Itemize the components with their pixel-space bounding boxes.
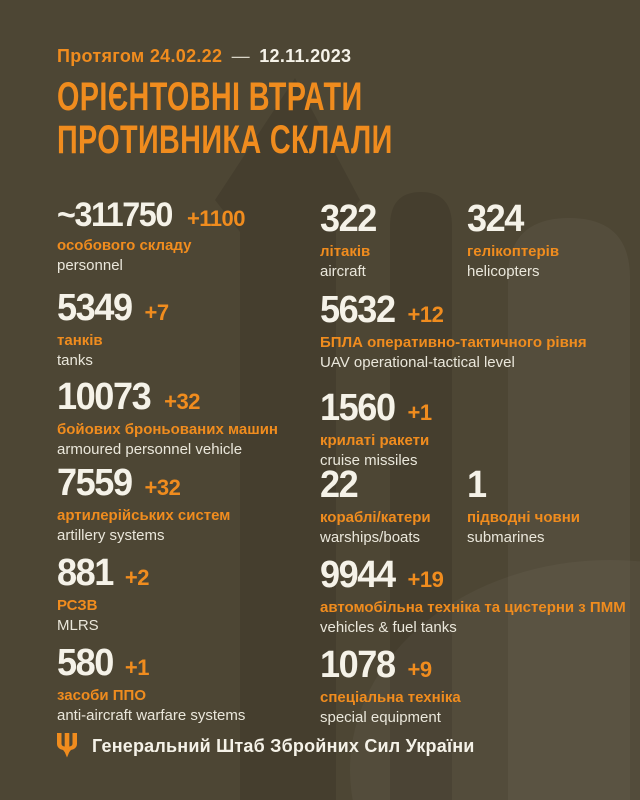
- stat-label-uk: танків: [57, 332, 103, 349]
- stat-label-uk: крилаті ракети: [320, 432, 430, 449]
- stat-delta: +1: [407, 400, 432, 425]
- stat-value: ~311750: [57, 196, 172, 234]
- stat-personnel: [57, 198, 245, 276]
- stat-label-uk: БПЛА оперативно-тактичного рівня: [320, 334, 587, 351]
- stat-delta: +9: [407, 657, 432, 682]
- stat-value: 324: [467, 198, 523, 240]
- stat-label-uk: РСЗВ: [57, 597, 98, 614]
- stat-label-uk: автомобільна техніка та цистерни з ПММ: [320, 599, 626, 616]
- stat-label-uk: особового складу: [57, 237, 192, 254]
- stat-label-uk: бойових броньованих машин: [57, 421, 278, 438]
- stat-value: 322: [320, 198, 376, 240]
- stat-label-uk: літаків: [320, 243, 371, 260]
- stat-label-en: armoured personnel vehicle: [57, 440, 243, 458]
- stat-uav: [320, 291, 587, 373]
- stat-value: 10073: [57, 376, 151, 418]
- stat-label-en: artillery systems: [57, 526, 165, 544]
- organization-name: Генеральний Штаб Збройних Сил України: [92, 736, 475, 756]
- stat-value: 5349: [57, 287, 132, 329]
- stat-delta: +12: [407, 302, 444, 327]
- period-dash: —: [231, 46, 250, 66]
- stat-mlrs: [57, 554, 149, 636]
- stat-anti-aircraft: [57, 644, 245, 726]
- stat-warships: [320, 466, 431, 548]
- stat-cruise-missiles: [320, 389, 432, 471]
- stat-value: 881: [57, 552, 113, 594]
- stat-delta: +32: [164, 389, 200, 414]
- stat-label-uk: гелікоптерів: [467, 243, 560, 260]
- title-line-1: ОРІЄНТОВНІ ВТРАТИ: [57, 75, 363, 119]
- stat-label-uk: кораблі/катери: [320, 509, 431, 526]
- stat-value: 1078: [320, 644, 395, 686]
- stat-label-uk: засоби ППО: [57, 687, 146, 704]
- title-line-2: ПРОТИВНИКА СКЛАЛИ: [57, 117, 393, 162]
- stat-value: 9944: [320, 554, 395, 596]
- stat-label-en: MLRS: [57, 616, 99, 634]
- stat-label-en: UAV operational-tactical level: [320, 353, 515, 371]
- stat-label-en: cruise missiles: [320, 451, 418, 469]
- stat-delta: +7: [144, 300, 169, 325]
- period-prefix: Протягом 24.02.22: [57, 46, 223, 66]
- stat-label-en: tanks: [57, 351, 93, 369]
- stat-tanks: [57, 289, 169, 371]
- period-date: 12.11.2023: [259, 46, 352, 66]
- stat-special-equipment: [320, 646, 461, 728]
- stat-value: 580: [57, 642, 113, 684]
- stat-label-en: helicopters: [467, 262, 540, 280]
- stat-vehicles-fuel-tanks: [320, 556, 626, 638]
- stat-value: 5632: [320, 289, 395, 331]
- page-title: [57, 76, 523, 162]
- period-text: [57, 46, 351, 67]
- stat-delta: +1100: [186, 206, 246, 231]
- stat-label-uk: спеціальна техніка: [320, 689, 461, 706]
- stat-delta: +1: [124, 655, 149, 680]
- stat-label-en: anti-aircraft warfare systems: [57, 706, 246, 724]
- stat-value: 22: [320, 464, 358, 506]
- stat-artillery: [57, 464, 230, 546]
- stat-aircraft: [320, 200, 379, 282]
- stat-delta: +2: [124, 565, 149, 590]
- stat-delta: +19: [407, 567, 444, 592]
- stat-submarines: [467, 466, 580, 548]
- stat-value: 7559: [57, 462, 132, 504]
- stat-label-en: submarines: [467, 528, 545, 546]
- stat-helicopters: [467, 200, 559, 282]
- stat-value: 1: [467, 464, 486, 506]
- stat-label-en: vehicles & fuel tanks: [320, 618, 457, 636]
- stat-label-en: aircraft: [320, 262, 366, 280]
- stat-delta: +32: [144, 475, 181, 500]
- stat-label-en: special equipment: [320, 708, 441, 726]
- tryzub-icon: [57, 733, 77, 760]
- stat-label-uk: артилерійських систем: [57, 507, 231, 524]
- stat-label-en: personnel: [57, 256, 123, 274]
- footer: [57, 733, 475, 760]
- stat-value: 1560: [320, 387, 395, 429]
- stat-armoured-vehicles: [57, 378, 278, 460]
- stat-label-uk: підводні човни: [467, 509, 581, 526]
- stat-label-en: warships/boats: [320, 528, 421, 546]
